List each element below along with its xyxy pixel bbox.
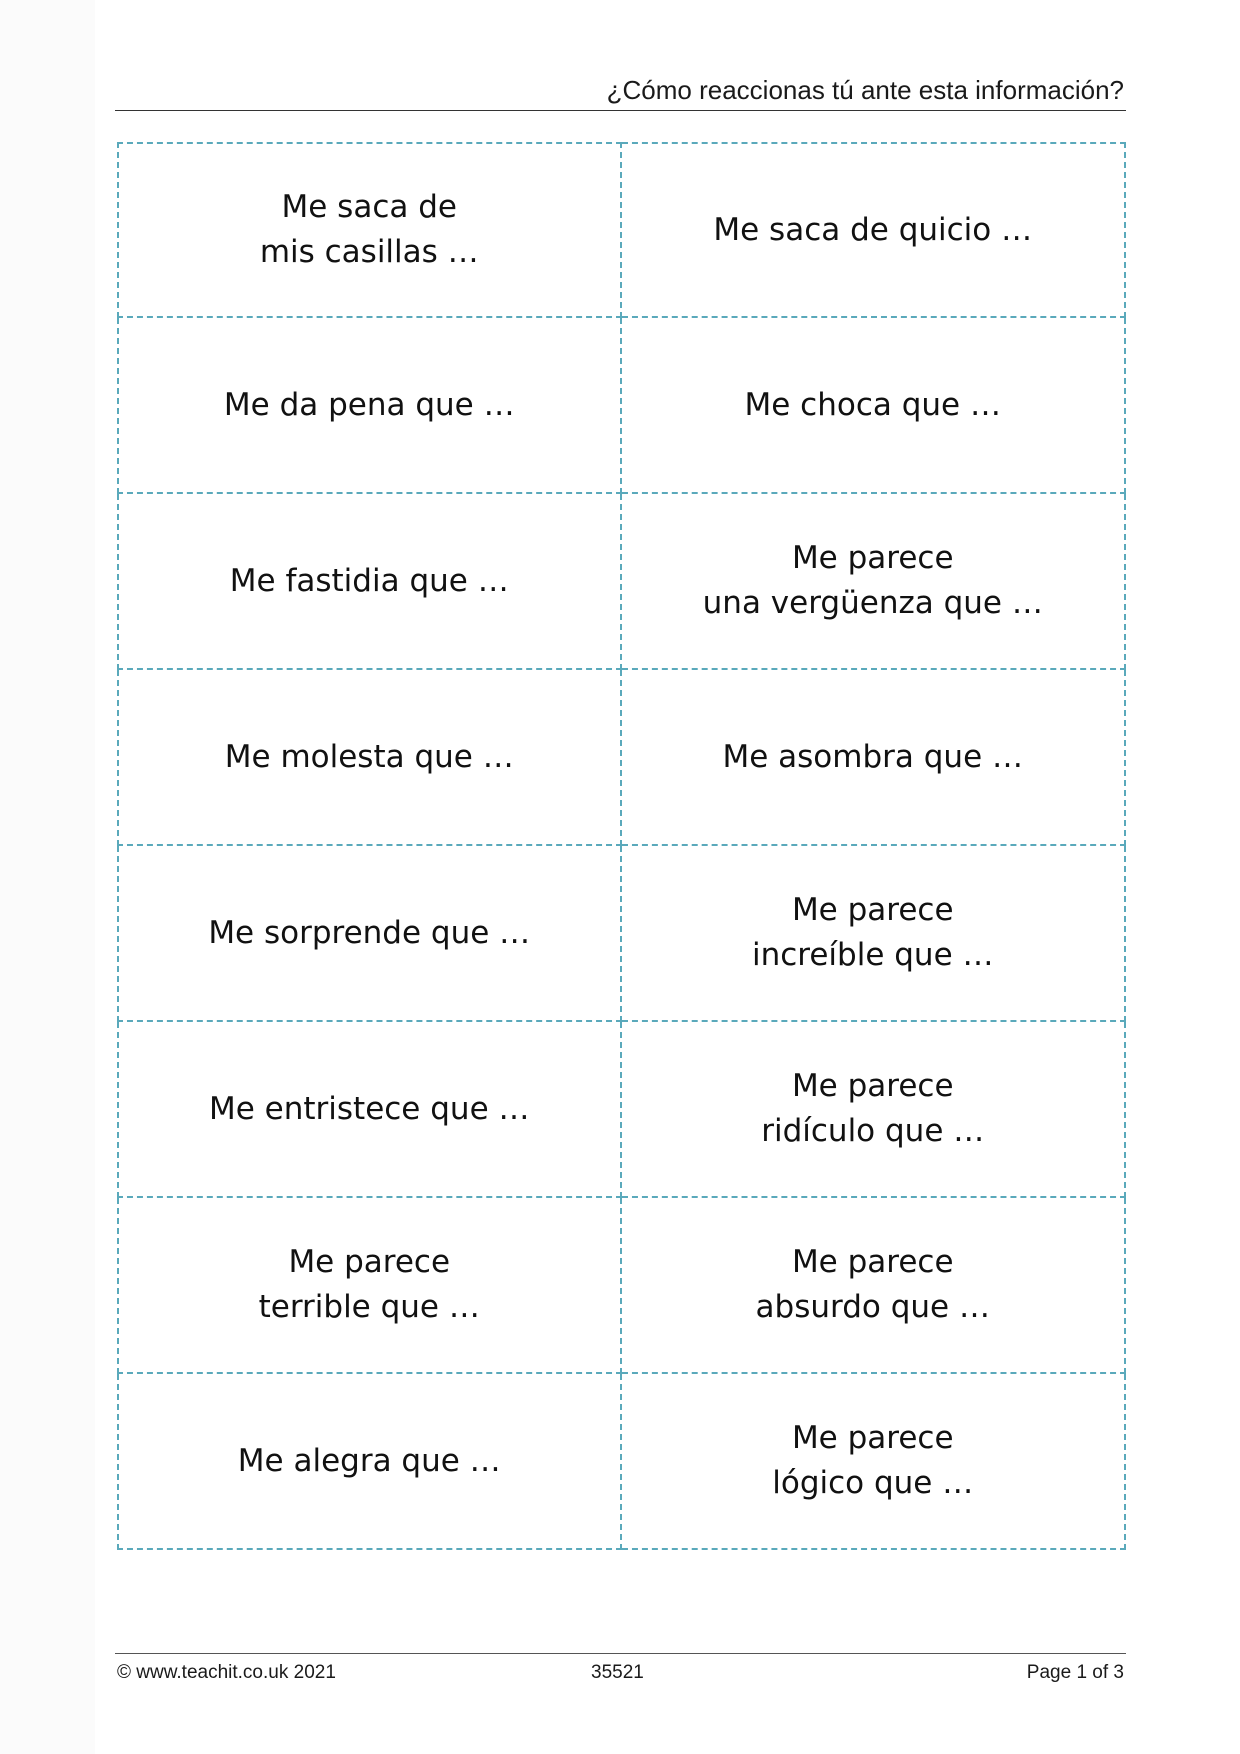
phrase-card-text xyxy=(225,735,514,780)
phrase-card-text xyxy=(752,888,994,978)
phrase-card-line: Me choca que … xyxy=(744,386,1001,423)
phrase-card-line: Me sorprende que … xyxy=(208,914,531,951)
phrase-card-text xyxy=(703,536,1043,626)
phrase-card-text xyxy=(745,383,1001,428)
phrase-card-text xyxy=(722,735,1023,780)
phrase-card-line: Me molesta que … xyxy=(224,738,514,775)
phrase-card-text xyxy=(713,208,1032,253)
phrase-card xyxy=(622,670,1127,846)
phrase-card-line: ridículo que … xyxy=(761,1113,985,1149)
phrase-card-line: absurdo que … xyxy=(755,1289,990,1325)
phrase-card-line: Me parece xyxy=(791,1244,954,1280)
phrase-card-line: Me saca de xyxy=(281,189,457,225)
phrase-card-line: Me saca de quicio … xyxy=(713,211,1033,248)
page-title: ¿Cómo reaccionas tú ante esta información? xyxy=(606,75,1124,105)
phrase-card-text xyxy=(230,559,509,604)
phrase-card-line: Me alegra que … xyxy=(237,1442,501,1479)
phrase-card xyxy=(117,1022,622,1198)
phrase-card xyxy=(117,670,622,846)
phrase-card xyxy=(622,1374,1127,1550)
card-grid xyxy=(117,142,1126,1550)
page-footer xyxy=(115,1653,1126,1690)
phrase-card-line: Me parece xyxy=(791,892,954,928)
page-header xyxy=(115,70,1126,111)
phrase-card xyxy=(622,494,1127,670)
phrase-card-text xyxy=(756,1240,990,1330)
phrase-card-line: Me entristece que … xyxy=(208,1090,530,1127)
phrase-card-line: Me parece xyxy=(791,1420,954,1456)
footer-page-number: Page 1 of 3 xyxy=(1026,1662,1124,1683)
phrase-card-line: mis casillas … xyxy=(259,234,479,270)
phrase-card-text xyxy=(224,383,515,428)
phrase-card xyxy=(117,1374,622,1550)
phrase-card-text xyxy=(209,1087,530,1132)
phrase-card-text xyxy=(208,911,530,956)
phrase-card-line: Me da pena que … xyxy=(223,386,515,423)
phrase-card xyxy=(622,142,1127,318)
phrase-card xyxy=(117,318,622,494)
phrase-card-line: una vergüenza que … xyxy=(702,585,1043,621)
page-margin xyxy=(0,0,95,1754)
phrase-card-line: Me fastidia que … xyxy=(229,562,509,599)
phrase-card-line: increíble que … xyxy=(751,937,994,973)
footer-copyright: © www.teachit.co.uk 2021 xyxy=(117,1662,336,1683)
phrase-card xyxy=(117,846,622,1022)
phrase-card xyxy=(622,1022,1127,1198)
phrase-card-text xyxy=(259,1240,480,1330)
phrase-card-text xyxy=(772,1416,973,1506)
phrase-card xyxy=(117,494,622,670)
phrase-card-line: Me parece xyxy=(791,540,954,576)
phrase-card-text xyxy=(761,1064,984,1154)
footer-resource-code: 35521 xyxy=(591,1662,644,1683)
phrase-card xyxy=(622,846,1127,1022)
phrase-card-line: Me parece xyxy=(791,1068,954,1104)
phrase-card xyxy=(117,1198,622,1374)
phrase-card-text xyxy=(260,185,479,275)
phrase-card-text xyxy=(238,1439,501,1484)
phrase-card-line: lógico que … xyxy=(772,1465,974,1501)
phrase-card-line: terrible que … xyxy=(258,1289,480,1325)
phrase-card xyxy=(622,318,1127,494)
phrase-card xyxy=(622,1198,1127,1374)
phrase-card xyxy=(117,142,622,318)
phrase-card-line: Me parece xyxy=(288,1244,451,1280)
phrase-card-line: Me asombra que … xyxy=(722,738,1023,775)
